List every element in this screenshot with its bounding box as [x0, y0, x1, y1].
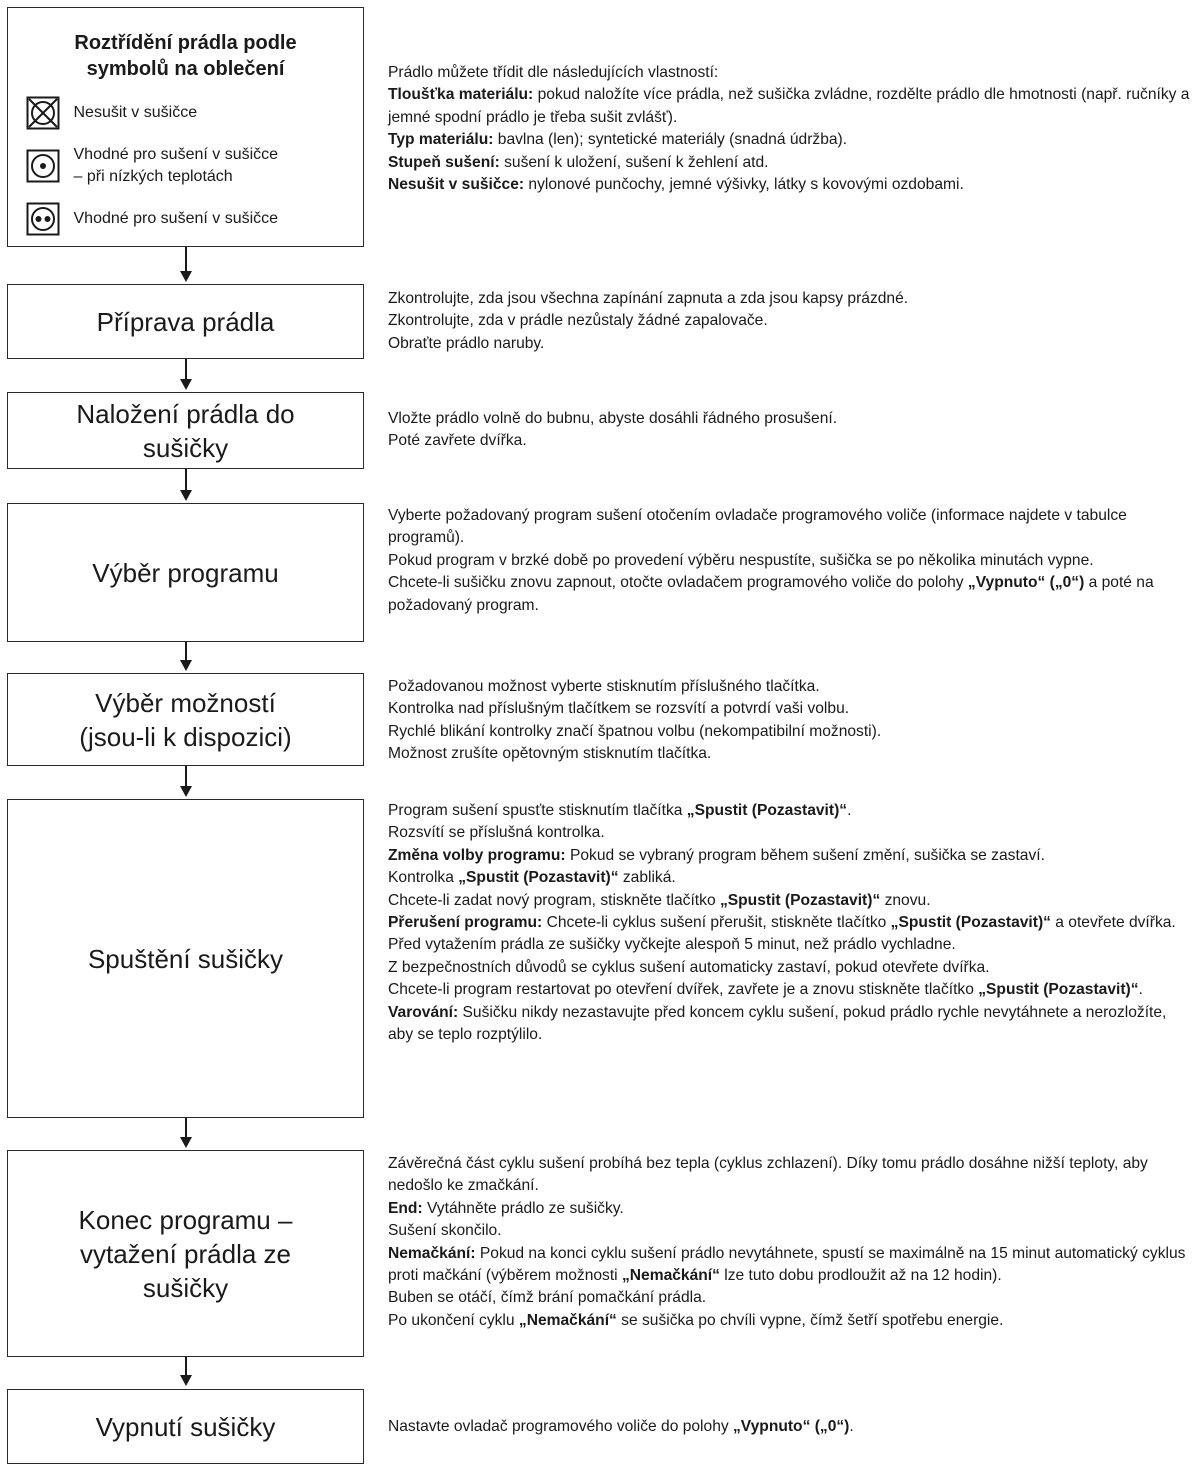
symbol-row: [26, 202, 346, 236]
text-run: Po ukončení cyklu: [388, 1311, 519, 1329]
text-run: Závěrečná část cyklu sušení probíhá bez tepla (cyklus zchlazení). Díky tomu prádlo dosáhne nižší teploty, aby nedošlo ke zmačkání.: [388, 1155, 1148, 1195]
step-title: Spuštění sušičky: [87, 943, 284, 974]
text-run: Pokud na konci cyklu sušení prádlo nevytáhnete, spustí se maximálně na 15 minut automatický cyklus proti mačkání (výběrem možnosti: [388, 1244, 1186, 1285]
text-run: a otevřete dvířka.: [1050, 914, 1176, 932]
text-run: .: [849, 1418, 854, 1435]
text-run: zabliká.: [618, 869, 676, 887]
step-box-end: [7, 1150, 364, 1357]
text-run: Možnost zrušíte opětovným stisknutím tlačítka.: [388, 745, 712, 763]
description-paragraph: [388, 979, 1193, 1001]
step-title: Konec programu – vytažení prádla ze sušičky: [78, 1204, 293, 1303]
description-paragraph: [388, 84, 1193, 129]
text-run: Rozsvítí se příslušná kontrolka.: [388, 824, 605, 842]
text-run: nylonové punčochy, jemné výšivky, látky s kovovými ozdobami.: [524, 176, 964, 194]
bold-text: Nesušit v sušičce:: [388, 176, 525, 194]
description-paragraph: [388, 934, 1193, 956]
description-paragraph: [388, 550, 1193, 572]
step-description: [388, 288, 1193, 355]
text-run: .: [1138, 981, 1143, 999]
text-run: a poté na požadovaný program.: [388, 574, 1154, 614]
description-paragraph: [388, 1002, 1193, 1047]
no-tumble-dry-icon: [26, 96, 60, 130]
text-run: se sušička po chvíli vypne, čímž šetří spotřebu energie.: [616, 1311, 1004, 1329]
text-run: Rychlé blikání kontrolky značí špatnou volbu (nekompatibilní možnosti).: [388, 722, 882, 740]
symbol-row: [26, 144, 346, 188]
description-paragraph: [388, 743, 1193, 765]
bold-text: Nemačkání:: [388, 1244, 476, 1262]
step-title: Příprava prádla: [96, 306, 275, 337]
text-run: Před vytažením prádla ze sušičky vyčkejte alespoň 5 minut, než prádlo vychladne.: [388, 936, 956, 954]
description-paragraph: [388, 333, 1193, 355]
text-run: sušení k uložení, sušení k žehlení atd.: [499, 153, 769, 171]
text-run: Poté zavřete dvířka.: [388, 432, 527, 450]
text-run: Vložte prádlo volně do bubnu, abyste dosáhli řádného prosušení.: [388, 410, 838, 427]
text-run: Pokud se vybraný program během sušení změní, sušička se zastaví.: [565, 846, 1045, 864]
symbol-label: Nesušit v sušičce: [73, 104, 198, 121]
description-paragraph: [388, 822, 1193, 844]
text-run: Sušičku nikdy nezastavujte před koncem cyklu sušení, pokud prádlo rychle nevytáhnete a nerozložíte, aby se teplo rozptýlilo.: [388, 1003, 1167, 1044]
description-paragraph: [388, 505, 1193, 550]
bold-text: Přerušení programu:: [388, 914, 543, 932]
bold-text: Tloušťka materiálu:: [388, 86, 534, 104]
step-title: Vypnutí sušičky: [95, 1411, 276, 1442]
description-paragraph: [388, 957, 1193, 979]
description-paragraph: [388, 1220, 1193, 1242]
step-description: [388, 505, 1193, 617]
text-run: .: [847, 802, 852, 819]
text-run: lze tuto dobu prodloužit až na 12 hodin).: [719, 1267, 1002, 1285]
text-run: Zkontrolujte, zda jsou všechna zapínání zapnuta a zda jsou kapsy prázdné.: [388, 290, 909, 307]
text-run: Chcete-li program restartovat po otevření dvířek, zavřete je a znovu stiskněte tlačítko: [388, 981, 979, 999]
text-run: Kontrolka: [388, 869, 459, 887]
text-run: Chcete-li zadat nový program, stiskněte tlačítko: [388, 891, 720, 909]
step-description: [388, 1153, 1193, 1332]
bold-text: Varování:: [388, 1003, 459, 1021]
description-paragraph: [388, 129, 1193, 151]
text-run: Z bezpečnostních důvodů se cyklus sušení automaticky zastaví, pokud otevřete dvířka.: [388, 958, 990, 976]
bold-text: „Spustit (Pozastavit)“: [890, 914, 1051, 932]
step-title: Roztřídění prádla podle symbolů na oblečení: [74, 32, 297, 80]
description-paragraph: [388, 1243, 1193, 1288]
description-paragraph: [388, 1310, 1193, 1332]
step-box-sort: [7, 7, 364, 247]
step-box-off: [7, 1389, 364, 1464]
bold-text: „Nemačkání“: [621, 1267, 720, 1285]
text-run: Vytáhněte prádlo ze sušičky.: [422, 1199, 624, 1217]
text-run: bavlna (len); syntetické materiály (snadná údržba).: [493, 131, 848, 149]
text-run: Program sušení spusťte stisknutím tlačítka: [388, 802, 687, 819]
description-paragraph: [388, 912, 1193, 934]
bold-text: Změna volby programu:: [388, 846, 566, 864]
bold-text: „Nemačkání“: [518, 1311, 617, 1329]
text-run: Požadovanou možnost vyberte stisknutím příslušného tlačítka.: [388, 678, 820, 695]
step-description: [388, 800, 1193, 1046]
description-paragraph: [388, 867, 1193, 889]
description-paragraph: [388, 1287, 1193, 1309]
symbol-label: Vhodné pro sušení v sušičce: [73, 210, 279, 227]
text-run: Nastavte ovladač programového voliče do polohy: [388, 1418, 733, 1435]
description-paragraph: [388, 800, 1193, 822]
description-paragraph: [388, 572, 1193, 617]
step-box-start: [7, 799, 364, 1118]
description-paragraph: [388, 310, 1193, 332]
step-box-prepare: [7, 284, 364, 359]
text-run: Chcete-li cyklus sušení přerušit, stiskněte tlačítko: [542, 914, 891, 932]
text-run: Obraťte prádlo naruby.: [388, 334, 545, 352]
description-paragraph: [388, 174, 1193, 196]
description-paragraph: [388, 288, 1193, 310]
tumble-dry-normal-icon: [26, 202, 60, 236]
bold-text: „Vypnuto“ („0“): [733, 1418, 850, 1435]
bold-text: „Spustit (Pozastavit)“: [978, 981, 1139, 999]
description-paragraph: [388, 430, 1193, 452]
description-paragraph: [388, 408, 1193, 430]
bold-text: „Spustit (Pozastavit)“: [686, 802, 848, 819]
step-box-options: [7, 673, 364, 766]
symbol-row: [26, 96, 346, 130]
step-title: Výběr programu: [92, 557, 279, 588]
step-description: [388, 676, 1193, 766]
text-run: Vyberte požadovaný program sušení otočením ovladače programového voliče (informace najdete v tabulce programů).: [388, 507, 1127, 547]
description-paragraph: [388, 676, 1193, 698]
bold-text: Stupeň sušení:: [388, 153, 500, 171]
text-run: Sušení skončilo.: [388, 1222, 502, 1240]
step-box-load: [7, 392, 364, 469]
description-paragraph: [388, 62, 1193, 84]
bold-text: Typ materiálu:: [388, 131, 494, 149]
description-paragraph: [388, 152, 1193, 174]
text-run: Pokud program v brzké době po provedení výběru nespustíte, sušička se po několika minutách vypne.: [388, 551, 1094, 569]
description-paragraph: [388, 1416, 1193, 1438]
step-description: [388, 62, 1193, 196]
description-paragraph: [388, 890, 1193, 912]
step-description: [388, 1416, 1193, 1438]
bold-text: End:: [388, 1199, 423, 1217]
symbol-label: Vhodné pro sušení v sušičce – při nízkých teplotách: [73, 146, 279, 185]
description-paragraph: [388, 698, 1193, 720]
bold-text: „Spustit (Pozastavit)“: [458, 869, 619, 887]
description-paragraph: [388, 1153, 1193, 1198]
step-title: Výběr možností (jsou-li k dispozici): [79, 687, 292, 752]
text-run: Prádlo můžete třídit dle následujících vlastností:: [388, 64, 719, 81]
description-paragraph: [388, 845, 1193, 867]
bold-text: „Spustit (Pozastavit)“: [719, 891, 881, 909]
step-title: Naložení prádla do sušičky: [76, 398, 295, 463]
description-paragraph: [388, 1198, 1193, 1220]
step-description: [388, 408, 1193, 453]
step-box-program: [7, 503, 364, 642]
bold-text: „Vypnuto“ („0“): [967, 574, 1085, 592]
text-run: Zkontrolujte, zda v prádle nezůstaly žádné zapalovače.: [388, 312, 768, 330]
text-run: znovu.: [880, 891, 931, 909]
tumble-dry-low-icon: [26, 149, 60, 183]
description-paragraph: [388, 721, 1193, 743]
text-run: pokud naložíte více prádla, než sušička zvládne, rozdělte prádlo dle hmotnosti (např. ručníky a jemné spodní prádlo je třeba sušit zvlášť).: [388, 86, 1190, 126]
text-run: Buben se otáčí, čímž brání pomačkání prádla.: [388, 1289, 707, 1307]
text-run: Chcete-li sušičku znovu zapnout, otočte ovladačem programového voliče do polohy: [388, 574, 968, 592]
text-run: Kontrolka nad příslušným tlačítkem se rozsvítí a potvrdí vaši volbu.: [388, 700, 850, 718]
